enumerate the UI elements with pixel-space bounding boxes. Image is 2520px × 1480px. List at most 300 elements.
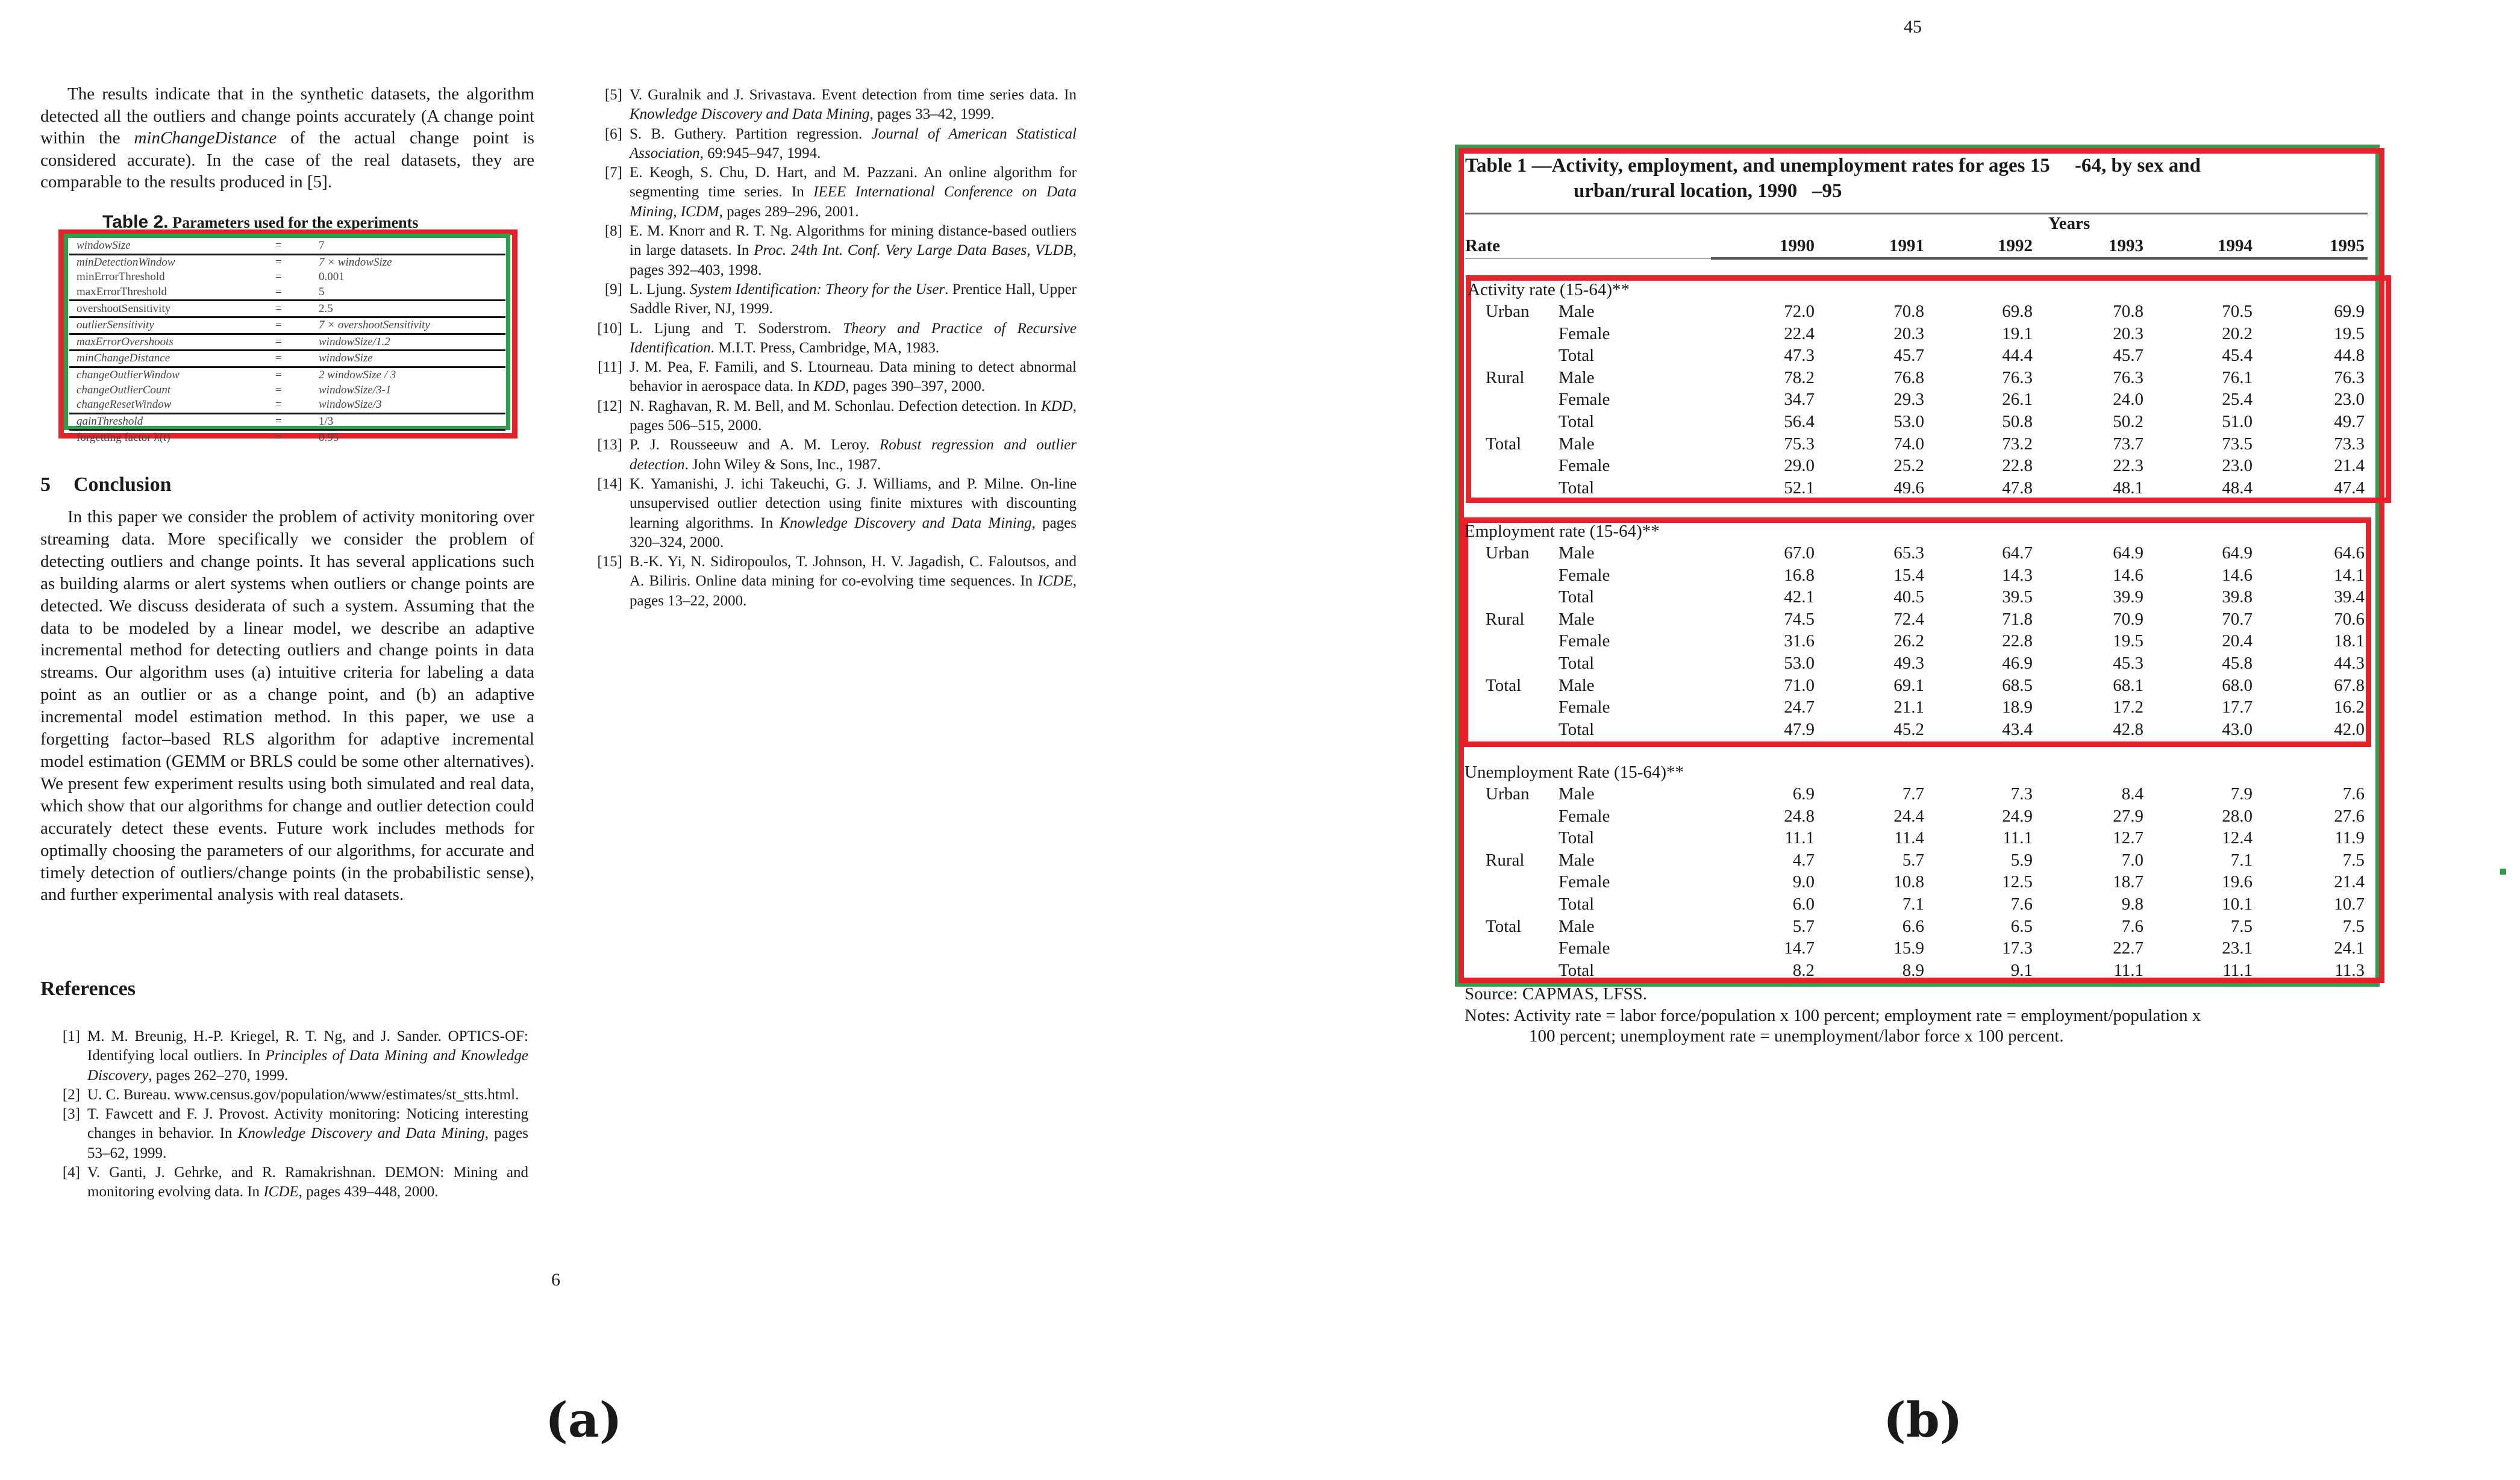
parameter-name: minErrorThreshold	[77, 270, 165, 284]
rate-value: 78.2	[1784, 367, 1815, 387]
reference-details: , pages 33–42, 1999.	[869, 106, 995, 123]
parameter-value: 5	[319, 286, 325, 299]
rate-value: 22.8	[2002, 631, 2033, 651]
parameter-name: changeOutlierWindow	[69, 367, 275, 382]
reference-number: [13]	[597, 437, 622, 454]
rate-value: 21.1	[1893, 698, 1924, 717]
rate-value: 43.0	[2222, 719, 2253, 739]
rate-value: 21.4	[2334, 456, 2365, 476]
reference-text: V. Ganti, J. Gehrke, and R. Ramakrishnan. DEMON: Mining and monitoring evolving data. In	[87, 1164, 528, 1201]
rate-value: 39.4	[2334, 587, 2365, 607]
caption-b-text: (b)	[1883, 1391, 1963, 1448]
equals-sign: =	[275, 430, 311, 446]
rate-value: 69.1	[1893, 675, 1924, 695]
parameter-value: windowSize/1.2	[311, 334, 505, 351]
rate-value: 49.7	[2334, 412, 2365, 431]
rate-value: 24.7	[1784, 698, 1815, 717]
rate-value: 7.3	[2010, 784, 2033, 804]
rate-value: 19.1	[2002, 323, 2033, 343]
rate-value: 49.6	[1893, 478, 1924, 498]
parameters-table	[69, 239, 505, 446]
rate-value: 29.3	[1893, 390, 1924, 410]
reference-venue: Knowledge Discovery and Data Mining	[237, 1125, 485, 1142]
rate-value: 24.9	[2002, 806, 2033, 826]
reference-number: [7]	[604, 164, 622, 181]
rate-value: 17.2	[2113, 698, 2143, 717]
rate-value: 52.1	[1784, 478, 1815, 498]
rate-value: 14.3	[2002, 565, 2033, 585]
reference-details: , pages 53–62, 1999.	[87, 1125, 529, 1161]
parameter-row	[69, 254, 505, 270]
rate-value: 7.6	[2342, 784, 2365, 804]
section-label: Unemployment Rate (15-64)**	[1465, 763, 1684, 782]
parameter-row	[69, 413, 505, 430]
rate-value: 68.0	[2222, 675, 2253, 695]
rate-value: 44.3	[2334, 654, 2365, 673]
rate-value: 44.8	[2334, 346, 2365, 366]
rate-value: 6.6	[1902, 916, 1924, 936]
rate-value: 74.0	[1893, 434, 1924, 454]
equals-sign: =	[275, 254, 311, 270]
rate-value: 6.0	[1792, 895, 1815, 914]
sex-label: Female	[1559, 872, 1610, 892]
conclusion-heading	[40, 473, 172, 496]
rate-value: 45.8	[2222, 654, 2253, 673]
equals-sign: =	[275, 367, 311, 382]
intro-emphasis: minChangeDistance	[134, 128, 277, 148]
rate-value: 42.1	[1784, 587, 1815, 607]
rate-value: 18.7	[2113, 872, 2143, 892]
rate-value: 7.9	[2230, 784, 2253, 804]
rate-value: 43.4	[2002, 719, 2033, 739]
rate-value: 73.7	[2113, 434, 2143, 454]
rate-value: 16.8	[1784, 565, 1815, 585]
rate-value: 45.4	[2222, 346, 2253, 366]
rate-value: 50.2	[2113, 412, 2143, 431]
reference-item	[583, 436, 1077, 475]
rate-value: 73.2	[2002, 434, 2033, 454]
rate-value: 12.4	[2222, 828, 2253, 848]
rate-value: 24.8	[1784, 806, 1815, 826]
rate-value: 10.8	[1893, 872, 1924, 892]
rate-value: 56.4	[1784, 412, 1815, 431]
parameter-name: changeResetWindow	[77, 398, 172, 411]
reference-item	[583, 397, 1077, 436]
sex-label: Total	[1559, 719, 1595, 739]
reference-venue: KDD	[813, 378, 846, 395]
rate-value: 74.5	[1784, 609, 1815, 629]
reference-number: [10]	[597, 320, 622, 337]
years-header: Years	[2048, 214, 2090, 233]
rate-value: 45.3	[2113, 654, 2143, 673]
reference-venue: System Identification: Theory for the User	[690, 281, 945, 298]
reference-number: [3]	[62, 1106, 80, 1123]
rate-value: 11.1	[2003, 828, 2033, 848]
rate-value: 20.3	[2113, 323, 2143, 343]
parameter-row	[69, 239, 505, 254]
rate-value: 31.6	[1784, 631, 1815, 651]
parameter-value: 7	[319, 239, 325, 252]
conclusion-paragraph	[40, 506, 534, 906]
sex-label: Male	[1559, 367, 1595, 387]
reference-item	[40, 1085, 528, 1105]
reference-details: . John Wiley & Sons, Inc., 1987.	[684, 456, 881, 473]
rate-value: 49.3	[1893, 654, 1924, 673]
reference-number: [15]	[597, 554, 622, 570]
sex-label: Female	[1559, 456, 1610, 476]
sex-label: Total	[1559, 828, 1595, 848]
reference-details: , pages 439–448, 2000.	[298, 1184, 439, 1201]
rate-value: 29.0	[1784, 456, 1815, 476]
reference-text: V. Guralnik and J. Srivastava. Event detection from time series data. In	[630, 87, 1077, 103]
parameter-row	[69, 430, 505, 446]
section-label: Employment rate (15-64)**	[1465, 522, 1660, 541]
rate-value: 9.1	[2010, 960, 2033, 980]
rate-value: 15.4	[1893, 565, 1924, 585]
area-label: Rural	[1486, 850, 1525, 870]
area-label: Urban	[1486, 543, 1530, 563]
rate-value: 70.9	[2113, 609, 2143, 629]
parameter-value: windowSize	[311, 351, 505, 367]
year-column-header: 1995	[2330, 236, 2365, 255]
sex-label: Female	[1559, 806, 1610, 826]
rate-value: 39.9	[2113, 587, 2143, 607]
reference-number: [14]	[597, 475, 622, 492]
subfigure-caption-b	[1883, 1391, 1963, 1448]
equals-sign: =	[275, 351, 311, 367]
rate-value: 11.1	[2113, 960, 2143, 980]
rate-value: 42.8	[2113, 719, 2143, 739]
header-bottom-rule	[1711, 257, 2368, 260]
sex-label: Total	[1559, 587, 1595, 607]
reference-number: [1]	[62, 1028, 80, 1044]
sex-label: Female	[1559, 938, 1610, 958]
parameter-name: windowSize	[77, 239, 131, 252]
reference-text: U. C. Bureau. www.census.gov/population/www/estimates/st_stts.html.	[87, 1086, 519, 1103]
area-label: Total	[1486, 675, 1522, 695]
rate-value: 9.8	[2121, 895, 2143, 914]
rate-value: 39.5	[2002, 587, 2033, 607]
parameter-row	[69, 301, 505, 317]
sex-label: Female	[1559, 323, 1610, 343]
reference-item	[583, 475, 1077, 552]
intro-text: The results indicate that in the synthetic datasets, the algorithm detected all the outliers and change points accurately (A change point within the	[40, 84, 534, 148]
rate-value: 67.8	[2334, 675, 2365, 695]
rate-value: 7.0	[2121, 850, 2143, 870]
area-label: Total	[1486, 434, 1522, 454]
page-number-left: 6	[551, 1270, 560, 1290]
rate-value: 5.9	[2010, 850, 2033, 870]
reference-details: , 69:945–947, 1994.	[699, 145, 821, 161]
rate-value: 25.4	[2222, 390, 2253, 410]
rate-value: 70.7	[2222, 609, 2253, 629]
reference-item	[583, 358, 1077, 397]
rate-value: 6.9	[1792, 784, 1815, 804]
rate-value: 68.1	[2113, 675, 2143, 695]
reference-text: E. M. Knorr and R. T. Ng. Algorithms for mining distance-based outliers in large datasets. In	[630, 223, 1077, 259]
rate-value: 70.8	[2113, 302, 2143, 321]
table1-notes-line2: 100 percent; unemployment rate = unemployment/labor force x 100 percent.	[1529, 1026, 2064, 1046]
year-column-header: 1993	[2109, 236, 2143, 255]
sex-label: Female	[1559, 565, 1610, 585]
rate-value: 76.3	[2113, 367, 2143, 387]
rate-value: 70.8	[1893, 302, 1924, 321]
reference-details: , pages 320–324, 2000.	[630, 514, 1077, 551]
section-label: Activity rate (15-64)**	[1468, 280, 1630, 299]
rate-value: 11.3	[2334, 960, 2365, 980]
parameter-value: 2 windowSize / 3	[311, 367, 505, 382]
reference-item	[583, 222, 1077, 280]
parameter-value: windowSize/3-1	[319, 383, 392, 396]
rate-value: 76.3	[2334, 367, 2365, 387]
reference-venue: Knowledge Discovery and Data Mining	[780, 514, 1032, 531]
table1-source: Source: CAPMAS, LFSS.	[1465, 984, 1647, 1004]
rate-value: 70.6	[2334, 609, 2365, 629]
equals-sign: =	[275, 270, 282, 284]
parameter-value: 2.5	[311, 301, 505, 317]
reference-item	[40, 1027, 528, 1085]
reference-venue: Principles of Data Mining and Knowledge Discovery	[87, 1048, 528, 1084]
reference-text: L. Ljung.	[630, 281, 690, 298]
sex-label: Total	[1559, 654, 1595, 673]
reference-text: M. M. Breunig, H.-P. Kriegel, R. T. Ng, and J. Sander. OPTICS-OF: Identifying local outliers. In	[87, 1028, 528, 1064]
year-column-header: 1991	[1889, 236, 1924, 255]
rate-value: 7.5	[2230, 916, 2253, 936]
table2-caption-text: Parameters used for the experiments	[172, 214, 419, 231]
rate-value: 20.3	[1893, 323, 1924, 343]
area-label: Urban	[1486, 784, 1530, 804]
reference-number: [8]	[604, 223, 622, 240]
rate-value: 17.3	[2002, 938, 2033, 958]
page-number-right: 45	[1904, 17, 1922, 37]
rate-value: 19.5	[2113, 631, 2143, 651]
rate-value: 46.9	[2002, 654, 2033, 673]
reference-text: P. J. Rousseeuw and A. M. Leroy.	[630, 437, 880, 454]
rate-value: 48.4	[2222, 478, 2253, 498]
rate-value: 10.1	[2222, 895, 2253, 914]
reference-venue: Theory and Practice of Recursive Identification	[630, 320, 1077, 356]
rate-value: 9.0	[1792, 872, 1815, 892]
rate-value: 51.0	[2222, 412, 2253, 431]
reference-item	[583, 552, 1077, 611]
caption-a-text: (a)	[545, 1391, 622, 1448]
rate-value: 67.0	[1784, 543, 1815, 563]
sex-label: Female	[1559, 698, 1610, 717]
rate-value: 75.3	[1784, 434, 1815, 454]
reference-number: [2]	[62, 1086, 80, 1103]
reference-text: T. Fawcett and F. J. Provost. Activity monitoring: Noticing interesting changes in behavior. In	[87, 1106, 528, 1142]
references-list-col2	[583, 86, 1077, 611]
parameter-row	[69, 334, 505, 351]
parameter-row	[69, 398, 505, 413]
reference-item	[40, 1105, 528, 1163]
rate-value: 24.1	[2334, 938, 2365, 958]
references-heading: References	[40, 978, 136, 1000]
rate-value: 25.2	[1893, 456, 1924, 476]
sex-label: Male	[1559, 302, 1595, 321]
reference-venue: KDD	[1040, 398, 1073, 414]
rate-value: 11.9	[2334, 828, 2365, 848]
equals-sign: =	[275, 286, 282, 299]
rate-value: 7.6	[2121, 916, 2143, 936]
rate-value: 4.7	[1792, 850, 1815, 870]
parameter-value: windowSize/3	[319, 398, 382, 411]
area-label: Rural	[1486, 367, 1525, 387]
rate-value: 53.0	[1784, 654, 1815, 673]
rate-value: 47.3	[1784, 346, 1815, 366]
parameter-row	[69, 270, 505, 285]
reference-details: , pages 392–403, 1998.	[630, 242, 1077, 278]
rate-value: 22.4	[1784, 323, 1815, 343]
sex-label: Total	[1559, 960, 1595, 980]
rate-value: 5.7	[1902, 850, 1924, 870]
reference-details: , pages 262–270, 1999.	[148, 1067, 289, 1084]
equals-sign: =	[275, 301, 311, 317]
parameter-row	[69, 317, 505, 334]
rate-value: 76.1	[2222, 367, 2253, 387]
parameter-name: forgetting factor λ(t)	[69, 430, 275, 446]
reference-venue: Robust regression and outlier detection	[630, 437, 1077, 473]
rate-value: 27.9	[2113, 806, 2143, 826]
table2-label: Table 2.	[102, 212, 169, 232]
equals-sign: =	[275, 239, 282, 252]
sex-label: Female	[1559, 390, 1610, 410]
rate-value: 76.8	[1893, 367, 1924, 387]
rate-value: 28.0	[2222, 806, 2253, 826]
rate-value: 24.4	[1893, 806, 1924, 826]
reference-text: N. Raghavan, R. M. Bell, and M. Schonlau. Defection detection. In	[630, 398, 1041, 414]
rate-value: 53.0	[1893, 412, 1924, 431]
rate-value: 26.1	[2002, 390, 2033, 410]
rate-value: 15.9	[1893, 938, 1924, 958]
rate-value: 11.1	[2222, 960, 2253, 980]
rate-header: Rate	[1465, 236, 1500, 255]
parameter-name: maxErrorThreshold	[77, 286, 167, 299]
rate-value: 7.7	[1902, 784, 1924, 804]
rate-value: 16.2	[2334, 698, 2365, 717]
rate-value: 47.4	[2334, 478, 2365, 498]
rate-value: 50.8	[2002, 412, 2033, 431]
green-marker-dot	[2500, 869, 2506, 875]
rate-value: 23.0	[2222, 456, 2253, 476]
parameter-name: changeOutlierCount	[77, 383, 171, 396]
equals-sign: =	[275, 334, 311, 351]
rate-value: 12.7	[2113, 828, 2143, 848]
rate-value: 21.4	[2334, 872, 2365, 892]
reference-details: , pages 506–515, 2000.	[630, 398, 1077, 434]
rate-value: 42.0	[2334, 719, 2365, 739]
rate-value: 14.7	[1784, 938, 1815, 958]
sex-label: Total	[1559, 895, 1595, 914]
sex-label: Male	[1559, 434, 1595, 454]
sex-label: Male	[1559, 609, 1595, 629]
reference-venue: ICDE	[263, 1184, 299, 1201]
reference-text: E. Keogh, S. Chu, D. Hart, and M. Pazzani. An online algorithm for segmenting time series. In	[630, 164, 1077, 201]
equals-sign: =	[275, 398, 282, 411]
parameter-value: 0.95	[311, 430, 505, 446]
rate-value: 20.2	[2222, 323, 2253, 343]
reference-item	[583, 280, 1077, 319]
parameter-value: 0.001	[319, 270, 345, 284]
rate-value: 7.6	[2010, 895, 2033, 914]
reference-text: B.-K. Yi, N. Sidiropoulos, T. Johnson, H. V. Jagadish, C. Faloutsos, and A. Biliris. Online data mining for co-evolving time sequences. In	[630, 554, 1077, 590]
rate-value: 71.8	[2002, 609, 2033, 629]
equals-sign: =	[275, 317, 311, 334]
rate-value: 47.9	[1784, 719, 1815, 739]
rate-value: 64.9	[2222, 543, 2253, 563]
reference-text: S. B. Guthery. Partition regression.	[630, 125, 872, 142]
reference-item	[583, 86, 1077, 125]
reference-details: , pages 390–397, 2000.	[845, 378, 986, 395]
rate-value: 20.4	[2222, 631, 2253, 651]
reference-text: K. Yamanishi, J. ichi Takeuchi, G. J. Williams, and P. Milne. On-line unsupervised outlier detection using finite mixtures with discounting learning algorithms. In	[630, 475, 1077, 531]
rate-value: 39.8	[2222, 587, 2253, 607]
rate-value: 45.2	[1893, 719, 1924, 739]
rate-value: 14.1	[2334, 565, 2365, 585]
reference-number: [4]	[62, 1164, 80, 1181]
rate-value: 44.4	[2002, 346, 2033, 366]
table1-top-rule	[1465, 213, 2368, 214]
parameter-value: 7 × overshootSensitivity	[311, 317, 505, 334]
rate-value: 26.2	[1893, 631, 1924, 651]
header-bottom-rule-light	[1465, 258, 1712, 259]
rate-value: 70.5	[2222, 302, 2253, 321]
rate-value: 23.0	[2334, 390, 2365, 410]
rate-value: 40.5	[1893, 587, 1924, 607]
parameter-row	[69, 367, 505, 382]
reference-number: [12]	[597, 398, 622, 414]
rate-value: 45.7	[2113, 346, 2143, 366]
reference-details: . Prentice Hall, Upper Saddle River, NJ, 1999.	[630, 281, 1077, 317]
rate-value: 69.9	[2334, 302, 2365, 321]
rate-value: 8.9	[1902, 960, 1924, 980]
reference-number: [9]	[604, 281, 622, 298]
references-list-col1	[40, 1027, 534, 1202]
reference-number: [5]	[604, 87, 622, 103]
rate-value: 12.5	[2002, 872, 2033, 892]
reference-details: , pages 13–22, 2000.	[630, 573, 1077, 609]
subfigure-caption-a	[545, 1391, 622, 1448]
rate-value: 73.3	[2334, 434, 2365, 454]
rate-value: 18.1	[2334, 631, 2365, 651]
rate-value: 27.6	[2334, 806, 2365, 826]
year-column-header: 1990	[1780, 236, 1815, 255]
rate-value: 48.1	[2113, 478, 2143, 498]
parameter-name: minChangeDistance	[69, 351, 275, 367]
table1-title	[1465, 153, 2369, 204]
rate-value: 7.1	[2230, 850, 2253, 870]
rate-value: 68.5	[2002, 675, 2033, 695]
rate-value: 73.5	[2222, 434, 2253, 454]
area-label: Total	[1486, 916, 1522, 936]
reference-number: [6]	[604, 125, 622, 142]
rate-value: 17.7	[2222, 698, 2253, 717]
rate-value: 24.0	[2113, 390, 2143, 410]
rate-value: 7.5	[2342, 916, 2365, 936]
rate-value: 8.2	[1792, 960, 1815, 980]
parameter-name: maxErrorOvershoots	[69, 334, 275, 351]
rate-value: 11.1	[1784, 828, 1815, 848]
sex-label: Male	[1559, 543, 1595, 563]
area-label: Urban	[1486, 302, 1530, 321]
rate-value: 14.6	[2222, 565, 2253, 585]
sex-label: Male	[1559, 784, 1595, 804]
rate-value: 64.7	[2002, 543, 2033, 563]
rate-value: 65.3	[1893, 543, 1924, 563]
reference-venue: Knowledge Discovery and Data Mining	[630, 106, 870, 123]
rate-value: 22.8	[2002, 456, 2033, 476]
reference-venue: ICDE	[1037, 573, 1073, 590]
